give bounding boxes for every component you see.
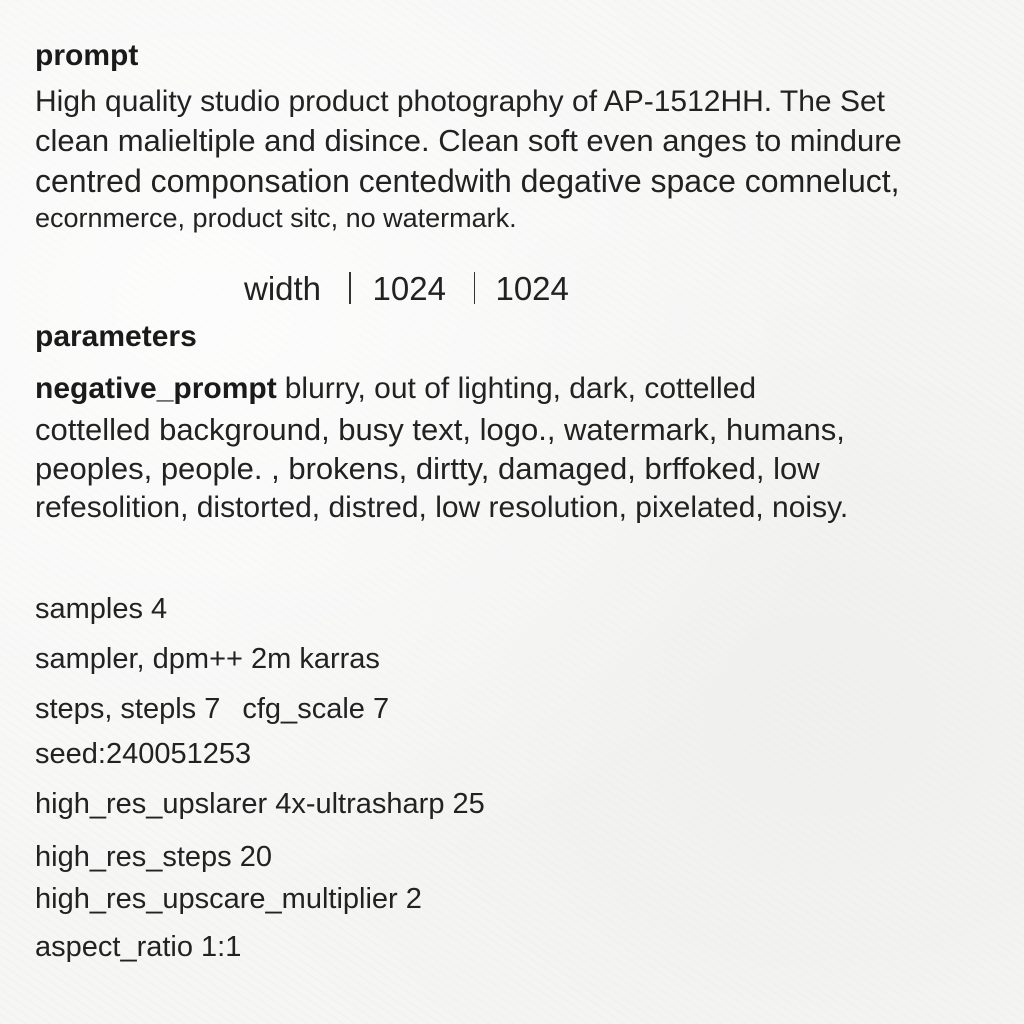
param-samples: samples 4 <box>35 593 168 625</box>
param-high-res-steps: high_res_steps 20 <box>35 841 272 873</box>
prompt-text-line: centred componsation centedwith degative space comneluct, <box>35 163 900 199</box>
negative-prompt-line <box>35 372 756 406</box>
negative-prompt-text: blurry, out of lighting, dark, cottelled <box>284 372 757 405</box>
prompt-text-line: clean malieltiple and disince. Clean soft even anges to mindure <box>35 123 902 158</box>
negative-prompt-line: peoples, people. , brokens, dirtty, damaged, brffoked, low <box>35 451 820 486</box>
param-seed: seed:240051253 <box>35 738 252 770</box>
parameters-heading: parameters <box>35 320 197 353</box>
divider <box>349 272 351 304</box>
divider <box>474 272 476 304</box>
param-high-res-multiplier: high_res_upscare_multiplier 2 <box>35 883 422 915</box>
param-steps: steps, stepls 7 <box>35 693 221 725</box>
negative-prompt-key: negative_prompt <box>35 372 277 405</box>
width-label: width <box>244 270 322 307</box>
param-cfg-scale: cfg_scale 7 <box>242 693 390 725</box>
prompt-text-line: High quality studio product photography of AP-1512HH. The Set <box>35 85 885 118</box>
param-high-res-upscaler: high_res_upslarer 4x-ultrasharp 25 <box>35 788 485 820</box>
param-aspect-ratio: aspect_ratio 1:1 <box>35 931 242 963</box>
negative-prompt-line: refesolition, distorted, distred, low resolution, pixelated, noisy. <box>35 491 849 524</box>
width-value: 1024 <box>372 270 446 307</box>
param-sampler: sampler, dpm++ 2m karras <box>35 643 380 675</box>
negative-prompt-line: cottelled background, busy text, logo., watermark, humans, <box>35 412 845 447</box>
param-steps-row <box>35 693 389 726</box>
dimensions-row <box>244 270 569 308</box>
height-value: 1024 <box>495 270 569 307</box>
prompt-text-line: ecornmerce, product sitc, no watermark. <box>35 203 517 233</box>
prompt-heading: prompt <box>35 39 139 72</box>
